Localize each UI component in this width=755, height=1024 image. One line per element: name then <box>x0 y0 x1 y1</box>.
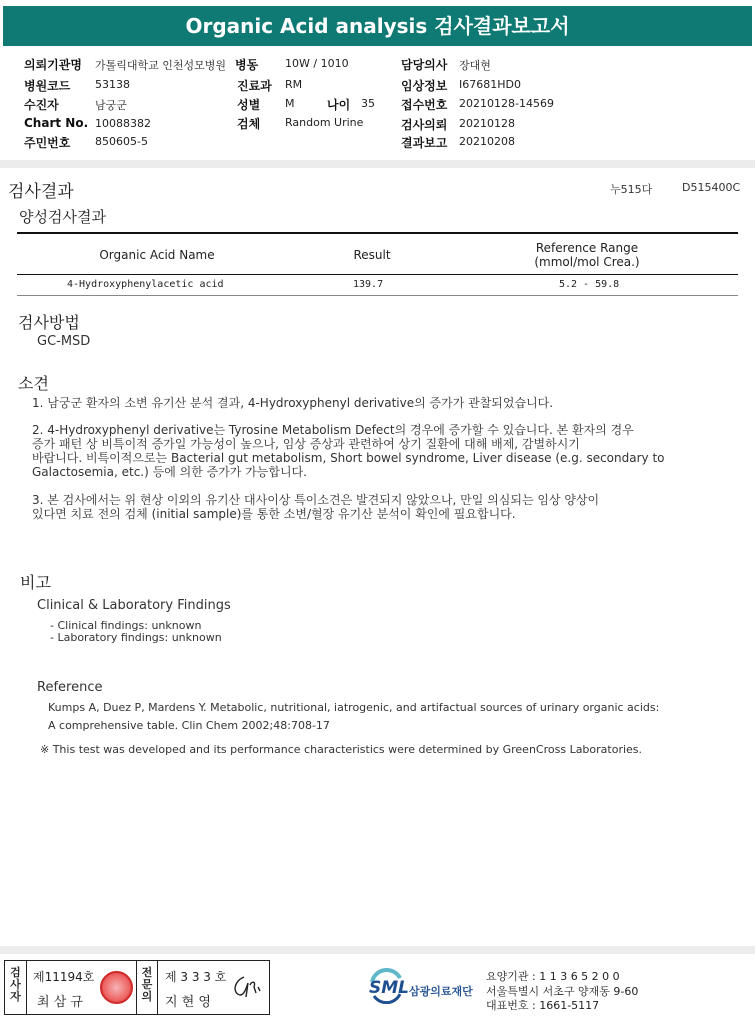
value-clinical-info: I67681HD0 <box>459 78 521 91</box>
th-result: Result <box>353 248 391 262</box>
th-reference-range: Reference Range <box>535 241 639 255</box>
result-code-1: 누515다 <box>610 183 653 196</box>
th-reference-unit: (mmol/mol Crea.) <box>534 255 640 269</box>
report-title: Organic Acid analysis 검사결과보고서 <box>3 6 752 46</box>
organization-name: 삼광의료재단 <box>409 985 473 998</box>
seal-stamp-icon <box>100 971 133 1004</box>
value-resident-no: 850605-5 <box>95 135 148 148</box>
agency-number: 요양기관 : 1 1 3 6 5 2 0 0 <box>486 970 620 983</box>
value-patient: 남궁군 <box>95 99 127 112</box>
cell-result: 139.7 <box>353 279 384 290</box>
value-sex: M <box>285 97 295 110</box>
positive-results-title: 양성검사결과 <box>19 208 106 226</box>
sml-logo-text: SML <box>369 978 409 998</box>
value-hospital-code: 53138 <box>95 78 130 91</box>
label-specimen: 검체 <box>237 117 261 131</box>
examiner-label-text: 검사자 <box>10 966 21 1003</box>
value-report-date: 20210208 <box>459 135 515 148</box>
findings-title: Clinical & Laboratory Findings <box>37 598 231 613</box>
label-age: 나이 <box>327 98 351 112</box>
label-ward: 병동 <box>235 58 259 72</box>
opinion-title: 소견 <box>18 374 49 393</box>
remarks-title: 비고 <box>20 573 51 592</box>
label-department: 진료과 <box>237 79 272 93</box>
label-request-date: 검사의뢰 <box>401 118 448 132</box>
cell-acid-name: 4-Hydroxyphenylacetic acid <box>67 279 224 290</box>
method-value: GC-MSD <box>37 334 91 349</box>
table-top-rule <box>17 232 738 234</box>
opinion-p2-line: 증가 패턴 상 비특이적 증가일 가능성이 높으나, 임상 증상과 관련하여 상기 질환에 대해 배제, 감별하시기 <box>32 437 580 451</box>
specialist-label <box>136 961 158 1014</box>
examiner-label <box>5 961 27 1014</box>
value-doctor: 장대현 <box>459 59 491 72</box>
th-organic-acid-name: Organic Acid Name <box>99 248 215 262</box>
label-doctor: 담당의사 <box>401 58 448 72</box>
method-title: 검사방법 <box>18 313 80 332</box>
results-title: 검사결과 <box>8 182 74 202</box>
lab-note: ※ This test was developed and its performance characteristics were determined by GreenCross Laboratories. <box>40 743 643 756</box>
signature-icon <box>230 973 264 999</box>
laboratory-findings: - Laboratory findings: unknown <box>50 631 222 644</box>
reference-title: Reference <box>37 680 103 695</box>
value-specimen: Random Urine <box>285 116 364 129</box>
phone-number: 대표번호 : 1661-5117 <box>486 999 600 1012</box>
label-receipt-no: 접수번호 <box>401 98 448 112</box>
label-chart-no: Chart No. <box>24 116 89 130</box>
value-request-date: 20210128 <box>459 117 515 130</box>
label-sex: 성별 <box>237 98 261 112</box>
label-resident-no: 주민번호 <box>24 136 71 150</box>
address: 서울특별시 서초구 양재동 9-60 <box>486 985 639 998</box>
opinion-p2-line: 2. 4-Hydroxyphenyl derivative는 Tyrosine Metabolism Defect의 경우에 증가할 수 있습니다. 본 환자의 경우 <box>32 423 634 437</box>
examiner-name: 최 삼 규 <box>37 995 83 1010</box>
footer-divider <box>0 946 755 954</box>
label-institution: 의뢰기관명 <box>24 58 82 72</box>
section-divider <box>0 160 755 168</box>
table-header-rule <box>17 274 738 275</box>
value-department: RM <box>285 78 303 91</box>
reference-line-2: A comprehensive table. Clin Chem 2002;48:708-17 <box>48 719 330 732</box>
value-ward: 10W / 1010 <box>285 57 349 70</box>
specialist-label-text: 전문의 <box>141 966 153 1003</box>
opinion-p3-line: 있다면 치료 전의 검체 (initial sample)를 통한 소변/혈장 유기산 분석이 확인에 필요합니다. <box>32 507 516 521</box>
signature-box <box>4 960 270 1015</box>
opinion-p3-line: 3. 본 검사에서는 위 현상 이외의 유기산 대사이상 특이소견은 발견되지 않았으나, 만일 의심되는 임상 양상이 <box>32 493 600 507</box>
table-bottom-rule <box>17 295 738 296</box>
specialist-id: 제 3 3 3 호 <box>165 970 227 984</box>
value-institution: 가톨릭대학교 인천성모병원 <box>95 59 227 72</box>
clinical-findings: - Clinical findings: unknown <box>50 619 202 632</box>
label-report-date: 결과보고 <box>401 136 448 150</box>
value-age: 35 <box>361 97 375 110</box>
result-code-2: D515400C <box>682 181 741 194</box>
value-chart-no: 10088382 <box>95 117 151 130</box>
opinion-p2-line: Galactosemia, etc.) 등에 의한 증가가 가능합니다. <box>32 465 307 479</box>
examiner-id: 제11194호 <box>33 970 95 984</box>
cell-range: 5.2 - 59.8 <box>559 279 620 290</box>
label-patient: 수진자 <box>24 98 59 112</box>
opinion-p2-line: 바랍니다. 비특이적으로는 Bacterial gut metabolism, Short bowel syndrome, Liver disease (e.g. secondary to <box>32 451 665 465</box>
value-receipt-no: 20210128-14569 <box>459 97 554 110</box>
label-clinical-info: 임상정보 <box>401 79 448 93</box>
opinion-paragraph-1: 1. 남궁군 환자의 소변 유기산 분석 결과, 4-Hydroxyphenyl derivative의 증가가 관찰되었습니다. <box>32 396 554 410</box>
label-hospital-code: 병원코드 <box>24 79 71 93</box>
reference-line-1: Kumps A, Duez P, Mardens Y. Metabolic, nutritional, iatrogenic, and artifactual sources of urinary organic acids: <box>48 701 660 714</box>
specialist-name: 지 현 영 <box>165 995 211 1010</box>
